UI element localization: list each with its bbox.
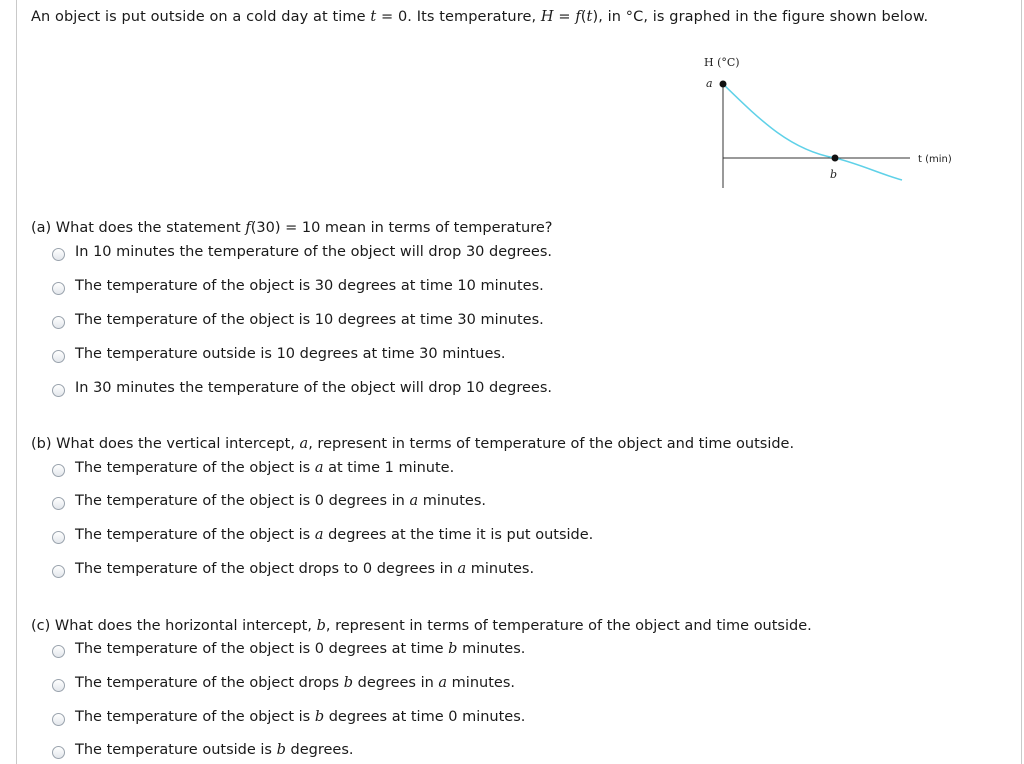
option-c-4[interactable] <box>52 742 353 758</box>
option-label: The temperature of the object is 30 degrees at time 10 minutes. <box>75 278 544 294</box>
option-b-3[interactable] <box>52 527 593 543</box>
radio-button[interactable] <box>52 531 65 544</box>
radio-button[interactable] <box>52 713 65 726</box>
temperature-graph <box>690 50 970 200</box>
var-H: H <box>540 9 554 25</box>
point-b-label: b <box>830 168 838 181</box>
x-axis-label: t (min) <box>918 154 952 165</box>
radio-button[interactable] <box>52 384 65 397</box>
option-a-4[interactable] <box>52 346 506 362</box>
question-c-suffix: , represent in terms of temperature of the object and time outside. <box>325 618 812 634</box>
option-c-3[interactable] <box>52 709 525 725</box>
question-c <box>31 618 812 634</box>
page-border-right <box>1021 0 1022 764</box>
option-c-2[interactable] <box>52 675 515 691</box>
var-t-2: t <box>586 9 593 25</box>
radio-button[interactable] <box>52 350 65 363</box>
option-b-2[interactable] <box>52 493 486 509</box>
option-label: The temperature outside is 10 degrees at time 30 mintues. <box>75 346 506 362</box>
option-label: The temperature of the object drops b degrees in a minutes. <box>75 675 515 691</box>
point-a-label: a <box>706 77 713 90</box>
point-b <box>832 155 839 162</box>
question-a-suffix: (30) = 10 mean in terms of temperature? <box>250 220 553 236</box>
question-a <box>31 220 553 236</box>
option-a-2[interactable] <box>52 278 544 294</box>
page-border-left <box>16 0 17 764</box>
option-label: The temperature of the object is b degrees at time 0 minutes. <box>75 709 526 725</box>
question-c-prefix: (c) What does the horizontal intercept, <box>31 618 317 634</box>
graph-svg <box>690 50 970 200</box>
option-label: The temperature of the object is a at time 1 minute. <box>75 460 455 476</box>
point-a <box>720 81 727 88</box>
option-label: The temperature of the object is a degrees at the time it is put outside. <box>75 527 594 543</box>
var-f: f <box>575 9 581 25</box>
option-c-1[interactable] <box>52 641 525 657</box>
intro-text-3: ), in °C, is graphed in the figure shown below. <box>592 9 929 25</box>
question-c-var: b <box>316 618 326 634</box>
question-b <box>31 436 794 452</box>
option-label: The temperature of the object is 0 degrees in a minutes. <box>75 493 487 509</box>
question-a-prefix: (a) What does the statement <box>31 220 246 236</box>
radio-button[interactable] <box>52 645 65 658</box>
intro-paren: ( <box>580 9 587 25</box>
option-a-5[interactable] <box>52 380 552 396</box>
var-t: t <box>370 9 377 25</box>
intro-text-1: An object is put outside on a cold day at time <box>31 9 371 25</box>
option-a-3[interactable] <box>52 312 544 328</box>
question-a-f: f <box>245 220 251 236</box>
radio-button[interactable] <box>52 464 65 477</box>
option-label: The temperature of the object is 0 degrees at time b minutes. <box>75 641 526 657</box>
option-label: In 10 minutes the temperature of the object will drop 30 degrees. <box>75 244 552 260</box>
y-axis-label: H (°C) <box>704 56 740 69</box>
intro-text-2: = 0. Its temperature, <box>376 9 541 25</box>
question-b-prefix: (b) What does the vertical intercept, <box>31 436 300 452</box>
option-label: In 30 minutes the temperature of the object will drop 10 degrees. <box>75 380 552 396</box>
option-b-4[interactable] <box>52 561 534 577</box>
option-b-1[interactable] <box>52 460 454 476</box>
radio-button[interactable] <box>52 679 65 692</box>
option-label: The temperature outside is b degrees. <box>75 742 354 758</box>
radio-button[interactable] <box>52 282 65 295</box>
radio-button[interactable] <box>52 565 65 578</box>
option-label: The temperature of the object drops to 0 degrees in a minutes. <box>75 561 535 577</box>
option-a-1[interactable] <box>52 244 552 260</box>
radio-button[interactable] <box>52 746 65 759</box>
question-b-suffix: , represent in terms of temperature of the object and time outside. <box>308 436 795 452</box>
intro-eq: = <box>553 9 576 25</box>
radio-button[interactable] <box>52 316 65 329</box>
temperature-curve <box>723 84 902 180</box>
radio-button[interactable] <box>52 497 65 510</box>
radio-button[interactable] <box>52 248 65 261</box>
problem-statement <box>31 9 928 25</box>
question-b-var: a <box>299 436 309 452</box>
option-label: The temperature of the object is 10 degrees at time 30 minutes. <box>75 312 544 328</box>
